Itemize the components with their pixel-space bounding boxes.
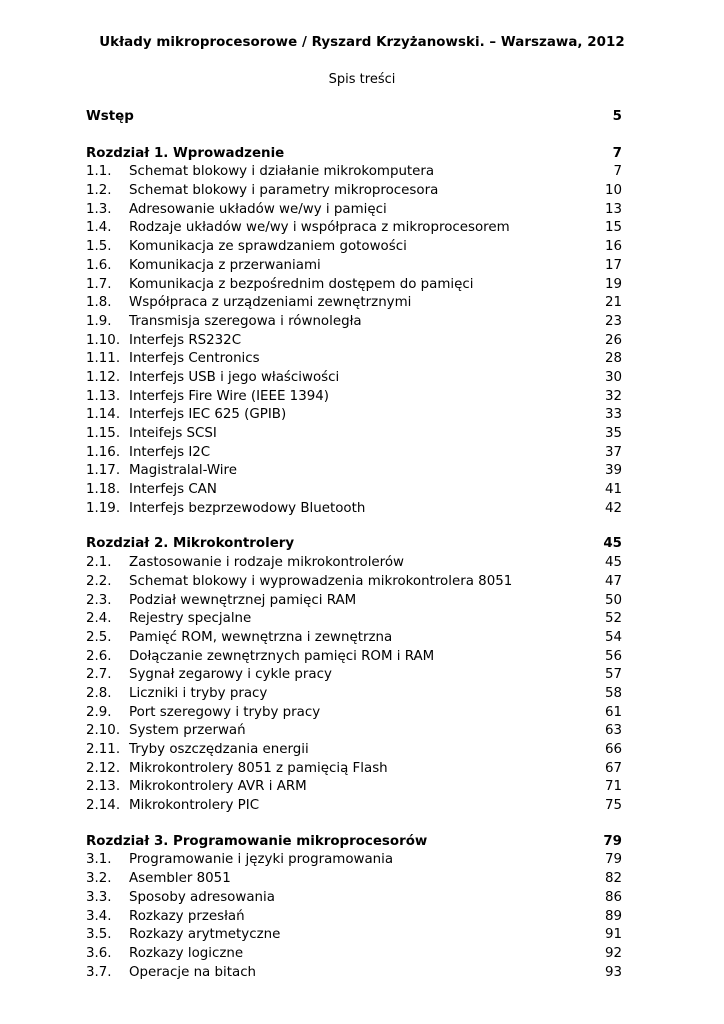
toc-entry-page: 86 (604, 889, 622, 905)
toc-entry-title: Schemat blokowy i działanie mikrokomputera (129, 164, 435, 180)
toc-entry-title: Liczniki i tryby pracy (129, 685, 268, 701)
toc-entry-title: Transmisja szeregowa i równoległa (129, 313, 362, 329)
toc-chapter-title: Rozdział 2. Mikrokontrolery (86, 536, 295, 552)
toc-entry-number: 2.9. (86, 704, 112, 720)
toc-entry-page: 7 (613, 164, 622, 180)
toc-entry-title: Zastosowanie i rodzaje mikrokontrolerów (129, 555, 405, 571)
toc-entry-number: 2.10. (86, 723, 121, 739)
toc-entry-row (86, 481, 622, 500)
toc-entry-page: 42 (604, 500, 622, 516)
toc-entry-number: 2.5. (86, 629, 112, 645)
toc-entry-number: 2.2. (86, 573, 112, 589)
toc-entry-page: 15 (604, 220, 622, 236)
toc-chapter-row (86, 535, 622, 554)
toc-entry-row (86, 500, 622, 519)
toc-entry-page: 63 (604, 723, 622, 739)
toc-entry-title: Sposoby adresowania (129, 889, 275, 905)
toc-chapter-page: 79 (603, 833, 622, 849)
toc-chapter-section (86, 833, 622, 983)
toc-entry-title: Interfejs IEC 625 (GPIB) (129, 407, 287, 423)
toc-chapters (86, 145, 622, 983)
toc-entry-row (86, 388, 622, 407)
toc-entry-title: Magistralal-Wire (129, 463, 237, 479)
toc-entry-number: 2.6. (86, 648, 112, 664)
toc-entry-number: 1.17. (86, 463, 121, 479)
toc-entry-page: 17 (604, 257, 622, 273)
toc-entry-page: 71 (604, 779, 622, 795)
toc-entry-page: 57 (604, 667, 622, 683)
toc-entry-row (86, 462, 622, 481)
toc-entry-number: 1.1. (86, 164, 112, 180)
toc-entry-number: 1.2. (86, 183, 112, 199)
toc-entry-page: 10 (604, 183, 622, 199)
toc-chapter-section (86, 535, 622, 815)
toc-entry-number: 2.11. (86, 742, 121, 757)
toc-entry-row (86, 332, 622, 351)
toc-entry-number: 1.3. (86, 201, 112, 217)
toc-chapter-page: 7 (612, 145, 622, 161)
toc-entry-title: Programowanie i języki programowania (129, 852, 394, 868)
toc-entry-number: 2.3. (86, 592, 112, 608)
toc-entry-number: 1.6. (86, 257, 112, 273)
toc-entry-title: Rejestry specjalne (129, 611, 252, 627)
toc-chapter-row (86, 145, 622, 164)
toc-entry-title: Komunikacja ze sprawdzaniem gotowości (129, 239, 407, 255)
toc-entry-row (86, 778, 622, 797)
toc-entry-row (86, 219, 622, 238)
toc-entry-number: 2.12. (86, 760, 121, 776)
toc-entry-page: 67 (604, 760, 622, 776)
toc-entry-row (86, 945, 622, 964)
toc-intro-page: 5 (612, 109, 622, 124)
toc-entry-number: 2.7. (86, 667, 112, 683)
toc-entry-title: Podział wewnętrznej pamięci RAM (129, 592, 357, 608)
toc-entry-number: 1.5. (86, 239, 112, 255)
toc-entry-number: 2.1. (86, 555, 112, 571)
toc-entry-row (86, 406, 622, 425)
toc-chapter-row (86, 833, 622, 852)
toc-entry-row (86, 592, 622, 611)
toc-entry-page: 19 (604, 276, 622, 292)
toc-entry-title: Interfejs bezprzewodowy Bluetooth (129, 500, 366, 516)
toc-entry-page: 16 (604, 239, 622, 255)
toc-entry-page: 79 (604, 852, 622, 868)
toc-entry-number: 1.4. (86, 220, 112, 236)
toc-entry-row (86, 741, 622, 760)
toc-entry-number: 1.8. (86, 295, 112, 311)
toc-entry-row (86, 294, 622, 313)
toc-entry-number: 1.15. (86, 426, 121, 441)
toc-entry-title: Interfejs I2C (129, 444, 211, 460)
toc-entry-number: 3.2. (86, 871, 112, 887)
toc-chapter-page: 45 (603, 536, 622, 552)
toc-entry-number: 3.7. (86, 964, 112, 980)
toc-entry-number: 2.14. (86, 798, 121, 814)
toc-entry-number: 1.7. (86, 276, 112, 292)
toc-entry-title: Mikrokontrolery PIC (129, 798, 260, 814)
toc-entry-row (86, 182, 622, 201)
toc-entry-title: Pamięć ROM, wewnętrzna i zewnętrzna (129, 629, 393, 645)
toc-entry-page: 82 (604, 871, 622, 887)
toc-entry-page: 52 (604, 611, 622, 627)
toc-entry-row (86, 629, 622, 648)
toc-entry-row (86, 369, 622, 388)
toc-entry-row (86, 648, 622, 667)
toc-entry-page: 54 (604, 629, 622, 645)
toc-entry-number: 1.14. (86, 407, 121, 423)
toc-entry-page: 23 (604, 313, 622, 329)
toc-entry-title: Adresowanie układów we/wy i pamięci (129, 201, 387, 217)
toc-entry-page: 92 (604, 945, 622, 961)
toc-entry-row (86, 685, 622, 704)
toc-entry-row (86, 350, 622, 369)
toc-entry-page: 21 (604, 295, 622, 311)
toc-chapter-title: Rozdział 3. Programowanie mikroprocesorów (86, 833, 428, 849)
toc-entry-title: Sygnał zegarowy i cykle pracy (129, 667, 332, 683)
toc-entry-page: 66 (604, 742, 622, 757)
toc-entry-row (86, 870, 622, 889)
toc-intro-title: Wstęp (86, 109, 134, 124)
toc-entry-page: 61 (604, 704, 622, 720)
toc-entry-title: Rodzaje układów we/wy i współpraca z mikroprocesorem (129, 220, 510, 236)
toc-entry-page: 75 (604, 798, 622, 814)
toc-entry-number: 3.5. (86, 927, 112, 943)
toc-entry-title: Komunikacja z przerwaniami (129, 257, 321, 273)
toc-entry-row (86, 425, 622, 444)
toc-entry-page: 32 (604, 388, 622, 404)
toc-entry-row (86, 889, 622, 908)
toc-entry-row (86, 444, 622, 463)
toc-entry-number: 1.9. (86, 313, 112, 329)
toc-entry-title: Dołączanie zewnętrznych pamięci ROM i RAM (129, 648, 435, 664)
toc-entry-title: Rozkazy logiczne (129, 945, 244, 961)
toc-entry-row (86, 760, 622, 779)
toc-entry-row (86, 276, 622, 295)
toc-entry-row (86, 257, 622, 276)
toc-entry-title: Asembler 8051 (129, 871, 231, 887)
toc-entry-page: 45 (604, 555, 622, 571)
toc-entry-title: Rozkazy arytmetyczne (129, 927, 281, 943)
toc-entry-row (86, 163, 622, 182)
toc-entry-row (86, 964, 622, 983)
toc-entry-number: 1.11. (86, 351, 121, 367)
toc-entry-title: Port szeregowy i tryby pracy (129, 704, 321, 720)
toc-entry-title: Rozkazy przesłań (129, 908, 245, 924)
toc-entry-number: 2.8. (86, 685, 112, 701)
toc-entry-number: 1.18. (86, 482, 121, 498)
toc-entry-title: Schemat blokowy i parametry mikroprocesora (129, 183, 439, 199)
toc-entry-page: 91 (604, 927, 622, 943)
toc-entry-title: Współpraca z urządzeniami zewnętrznymi (129, 295, 412, 311)
toc-entry-title: Mikrokontrolery 8051 z pamięcią Flash (129, 760, 388, 776)
toc-entry-page: 26 (604, 332, 622, 348)
toc-entry-title: Interfejs Centronics (129, 351, 260, 367)
toc-entry-row (86, 238, 622, 257)
toc-entry-title: Tryby oszczędzania energii (129, 742, 309, 757)
toc-entry-row (86, 926, 622, 945)
toc-entry-number: 3.1. (86, 852, 112, 868)
toc-entry-number: 2.4. (86, 611, 112, 627)
toc-entry-title: Schemat blokowy i wyprowadzenia mikrokontrolera 8051 (129, 573, 513, 589)
toc-entry-page: 58 (604, 685, 622, 701)
toc-entry-number: 1.19. (86, 500, 121, 516)
toc-entry-row (86, 666, 622, 685)
toc-entry-number: 1.13. (86, 388, 121, 404)
toc-entry-page: 39 (604, 463, 622, 479)
toc-heading: Spis treści (328, 72, 396, 87)
toc-entry-title: Interfejs RS232C (129, 332, 242, 348)
toc-entry-row (86, 610, 622, 629)
toc-entry-row (86, 554, 622, 573)
toc-entry-number: 3.6. (86, 945, 112, 961)
toc-entry-page: 13 (604, 201, 622, 217)
toc-entry-number: 3.3. (86, 889, 112, 905)
toc-entry-number: 1.10. (86, 332, 121, 348)
toc-entry-page: 37 (604, 444, 622, 460)
toc-entry-title: Inteifejs SCSI (129, 426, 217, 441)
toc-entry-page: 28 (604, 351, 622, 367)
toc-entry-title: Operacje na bitach (129, 964, 257, 980)
toc-entry-page: 89 (604, 908, 622, 924)
table-of-contents (86, 108, 622, 999)
toc-entry-title: Mikrokontrolery AVR i ARM (129, 779, 307, 795)
toc-entry-row (86, 201, 622, 220)
toc-entry-row (86, 573, 622, 592)
toc-entry-number: 1.12. (86, 369, 121, 385)
toc-entry-page: 35 (604, 426, 622, 441)
document-header: Układy mikroprocesorowe / Ryszard Krzyżanowski. – Warszawa, 2012 (99, 35, 625, 50)
toc-intro-row (86, 108, 622, 127)
toc-entry-page: 41 (604, 482, 622, 498)
toc-entry-page: 47 (604, 573, 622, 589)
toc-entry-number: 1.16. (86, 444, 121, 460)
toc-entry-number: 3.4. (86, 908, 112, 924)
toc-entry-row (86, 704, 622, 723)
toc-entry-title: Interfejs Fire Wire (IEEE 1394) (129, 388, 329, 404)
toc-entry-row (86, 851, 622, 870)
toc-entry-row (86, 797, 622, 816)
toc-entry-title: Interfejs CAN (129, 482, 217, 498)
toc-entry-page: 93 (604, 964, 622, 980)
toc-entry-page: 33 (604, 407, 622, 423)
toc-entry-row (86, 908, 622, 927)
toc-chapter-section (86, 145, 622, 519)
toc-entry-page: 30 (604, 369, 622, 385)
toc-entry-title: System przerwań (129, 723, 246, 739)
toc-entry-number: 2.13. (86, 779, 121, 795)
toc-entry-row (86, 313, 622, 332)
toc-entry-title: Interfejs USB i jego właściwości (129, 369, 340, 385)
toc-entry-page: 50 (604, 592, 622, 608)
toc-entry-page: 56 (604, 648, 622, 664)
toc-entry-row (86, 722, 622, 741)
toc-chapter-title: Rozdział 1. Wprowadzenie (86, 145, 285, 161)
toc-entry-title: Komunikacja z bezpośrednim dostępem do pamięci (129, 276, 474, 292)
